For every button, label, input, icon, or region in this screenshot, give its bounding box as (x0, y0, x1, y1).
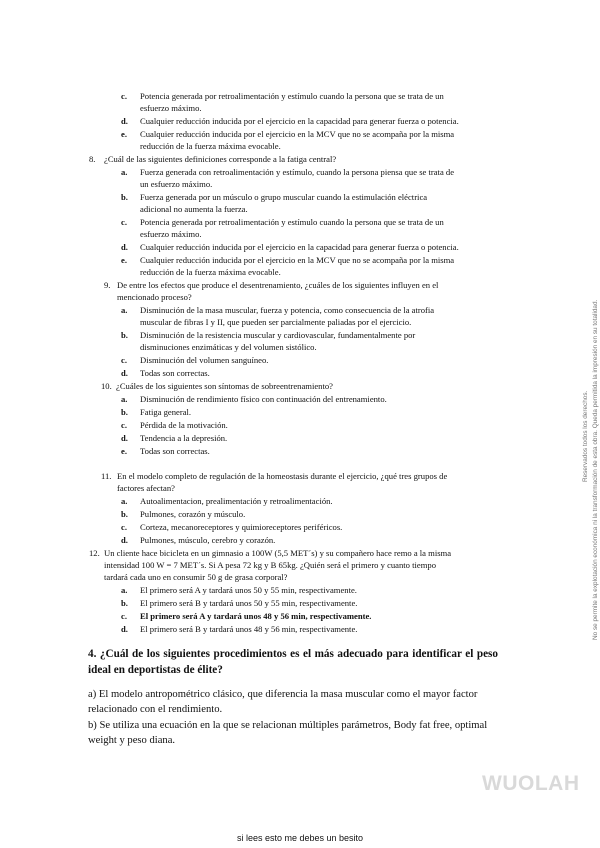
option-text: Cualquier reducción inducida por el ejercicio en la MCV que no se acompaña por la misma (140, 129, 455, 139)
option-letter: b. (121, 192, 128, 202)
question-text: ¿Cuáles de los siguientes son síntomas de sobreentrenamiento? (116, 381, 333, 391)
question-number: 8. (89, 154, 96, 164)
question-4-answer-a: a) El modelo antropométrico clásico, que diferencia la masa muscular como el mayor factor relacionado con el rendimiento. (88, 689, 478, 715)
option-text: reducción de la fuerza máxima evocable. (140, 267, 281, 277)
option-text: Fatiga general. (140, 407, 192, 417)
option-text: Disminución del volumen sanguíneo. (140, 355, 269, 365)
option-text: Corteza, mecanoreceptores y quimioreceptores periféricos. (140, 522, 343, 532)
option-text: adicional no aumenta la fuerza. (140, 204, 248, 214)
option-text: Disminución de la masa muscular, fuerza y potencia, como consecuencia de la atrofia (140, 305, 435, 315)
option-text: Cualquier reducción inducida por el ejercicio en la capacidad para generar fuerza o potencia. (140, 242, 459, 252)
option-text: Disminución de rendimiento físico con continuación del entrenamiento. (140, 394, 387, 404)
option-text: Pulmones, corazón y músculo. (140, 509, 246, 519)
option-text: El primero será B y tardará unos 48 y 56 min, respectivamente. (140, 624, 358, 634)
option-letter: b. (121, 330, 128, 340)
question-number: 9. (104, 280, 111, 290)
option-text: esfuerzo máximo. (140, 229, 202, 239)
option-letter: a. (121, 305, 128, 315)
option-letter: c. (121, 355, 127, 365)
option-letter: c. (121, 522, 127, 532)
option-text: El primero será A y tardará unos 50 y 55 min, respectivamente. (140, 585, 357, 595)
option-text: Tendencia a la depresión. (140, 433, 228, 443)
option-text: Fuerza generada por un músculo o grupo muscular cuando la estimulación eléctrica (140, 192, 428, 202)
option-letter: e. (121, 446, 127, 456)
option-text: Todas son correctas. (140, 368, 210, 378)
option-letter: e. (121, 255, 127, 265)
question-number: 12. (89, 548, 100, 558)
option-text: Disminución de la resistencia muscular y cardiovascular, fundamentalmente por (140, 330, 416, 340)
option-letter: c. (121, 420, 127, 430)
option-letter: a. (121, 585, 128, 595)
option-text: Fuerza generada con retroalimentación y estímulo, cuando la persona piensa que se trata de (140, 167, 455, 177)
question-text: factores afectan? (117, 483, 175, 493)
option-letter: d. (121, 624, 128, 634)
option-text: Cualquier reducción inducida por el ejercicio en la capacidad para generar fuerza o potencia. (140, 116, 459, 126)
question-text: mencionado proceso? (117, 292, 192, 302)
page-footer: si lees esto me debes un besito (236, 833, 364, 843)
option-letter: e. (121, 129, 127, 139)
question-text: tardará cada uno en consumir 50 g de grasa corporal? (104, 572, 288, 582)
option-letter: d. (121, 433, 128, 443)
option-text: reducción de la fuerza máxima evocable. (140, 141, 281, 151)
option-text: Pulmones, músculo, cerebro y corazón. (140, 535, 276, 545)
option-letter: d. (121, 116, 128, 126)
question-text: De entre los efectos que produce el desentrenamiento, ¿cuáles de los siguientes influyen en el (117, 280, 439, 290)
option-letter: d. (121, 242, 128, 252)
correct-option-text: El primero será A y tardará unos 48 y 56 min, respectivamente. (140, 611, 372, 621)
option-letter: c. (121, 611, 127, 621)
question-text: En el modelo completo de regulación de la homeostasis durante el ejercicio, ¿qué tres grupos de (117, 471, 448, 481)
option-text: Autoalimentacion, prealimentación y retroalimentación. (140, 496, 333, 506)
question-number: 10. (101, 381, 112, 391)
question-text: ¿Cuál de las siguientes definiciones corresponde a la fatiga central? (104, 154, 337, 164)
option-text: disminuciones enzimáticas y del volumen sistólico. (140, 342, 317, 352)
option-text: esfuerzo máximo. (140, 103, 202, 113)
wuolah-logo: WUOLAH (482, 772, 580, 795)
rights-notice-line1: Reservados todos los derechos. (582, 390, 589, 482)
question-text: intensidad 100 W = 7 MET´s. Si A pesa 72 kg y B 65kg. ¿Quién será el primero y cuanto tiempo (104, 560, 436, 570)
option-letter: c. (121, 217, 127, 227)
option-letter: a. (121, 394, 128, 404)
option-letter: a. (121, 496, 128, 506)
option-letter: b. (121, 509, 128, 519)
question-4-answer-b: b) Se utiliza una ecuación en la que se relacionan múltiples parámetros, Body fat free, optimal weight y peso diana. (88, 720, 488, 746)
option-letter: d. (121, 368, 128, 378)
option-text: Potencia generada por retroalimentación y estímulo cuando la persona que se trata de un (140, 217, 444, 227)
option-letter: c. (121, 91, 127, 101)
option-letter: b. (121, 598, 128, 608)
option-text: muscular de fibras I y II, que pueden ser parcialmente paliadas por el ejercicio. (140, 317, 412, 327)
option-text: El primero será B y tardará unos 50 y 55 min, respectivamente. (140, 598, 358, 608)
option-letter: a. (121, 167, 128, 177)
rights-notice-line2: No se permite la explotación económica ni la transformación de esta obra. Queda permitida la impresión en su totalidad. (592, 299, 599, 640)
question-number: 11. (101, 471, 112, 481)
option-text: Potencia generada por retroalimentación y estímulo cuando la persona que se trata de un (140, 91, 444, 101)
option-text: Cualquier reducción inducida por el ejercicio en la MCV que no se acompaña por la misma (140, 255, 455, 265)
question-4-title: 4. ¿Cuál de los siguientes procedimientos es el más adecuado para identificar el peso ideal en deportistas de élite? (88, 648, 498, 676)
option-letter: b. (121, 407, 128, 417)
option-text: Pérdida de la motivación. (140, 420, 228, 430)
question-text: Un cliente hace bicicleta en un gimnasio a 100W (5,5 MET´s) y su compañero hace remo a la misma (104, 548, 452, 558)
option-letter: d. (121, 535, 128, 545)
option-text: Todas son correctas. (140, 446, 210, 456)
option-text: un esfuerzo máximo. (140, 179, 213, 189)
